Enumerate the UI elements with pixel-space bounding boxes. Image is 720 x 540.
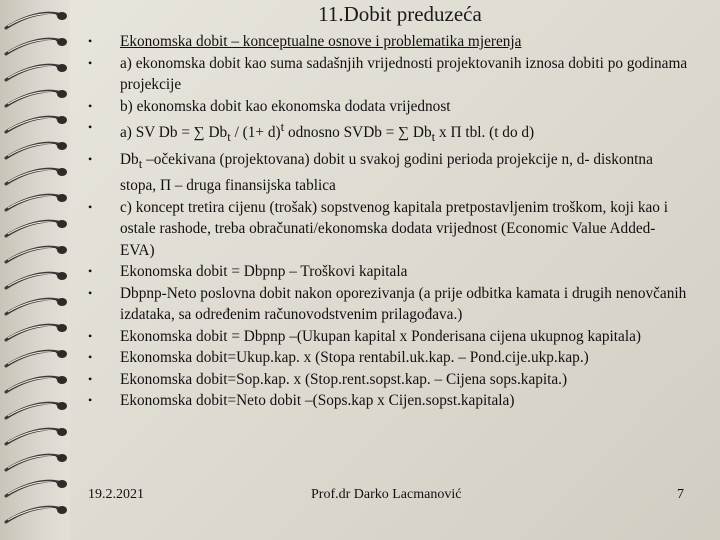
ring-icon bbox=[6, 480, 67, 496]
footer-author: Prof.dr Darko Lacmanović bbox=[311, 487, 462, 502]
definition-prefix: Db bbox=[120, 150, 139, 168]
list-item bbox=[88, 347, 688, 369]
list-item bbox=[88, 96, 688, 118]
bullet-icon: • bbox=[88, 34, 93, 48]
item-text: Ekonomska dobit = Dbpnp –(Ukupan kapital x Ponderisana cijena ukupnog kapitala) bbox=[120, 327, 641, 345]
item-text: Ekonomska dobit=Ukup.kap. x (Stopa rentabil.uk.kap. – Pond.cije.ukp.kap.) bbox=[120, 349, 589, 367]
bullet-icon: • bbox=[88, 120, 93, 134]
bullet-icon: • bbox=[88, 151, 93, 166]
formula-subscript: t bbox=[227, 130, 231, 145]
list-item-formula bbox=[88, 117, 688, 149]
definition-suffix: –očekivana (projektovana) dobit u svakoj godini perioda projekcije n, d- diskontna stopa, Π – druga finansijska tablica bbox=[120, 150, 653, 195]
ring-icon bbox=[6, 506, 67, 522]
list-item bbox=[88, 261, 688, 283]
item-text: a) ekonomska dobit kao suma sadašnjih vrijednosti projektovanih iznosa dobiti po godinama projekcije bbox=[120, 54, 688, 93]
bullet-icon: • bbox=[88, 199, 93, 214]
ring-icon bbox=[6, 324, 67, 340]
formula-prefix: a) SV Db = ∑ Db bbox=[120, 124, 228, 142]
ring-icon bbox=[6, 298, 67, 314]
page-number: 7 bbox=[677, 487, 684, 502]
bullet-icon: • bbox=[88, 371, 93, 386]
ring-icon bbox=[6, 402, 67, 418]
definition-subscript: t bbox=[138, 156, 143, 171]
bullet-icon: • bbox=[88, 264, 93, 279]
list-item bbox=[88, 197, 688, 262]
item-text: Ekonomska dobit – konceptualne osnove i problematika mjerenja bbox=[120, 33, 522, 50]
list-item bbox=[88, 283, 688, 326]
formula-mid: / (1+ d) bbox=[230, 124, 281, 142]
ring-icon bbox=[6, 454, 67, 470]
bullet-icon: • bbox=[88, 328, 93, 343]
ring-icon bbox=[6, 12, 67, 28]
ring-icon bbox=[6, 220, 67, 236]
item-text: Ekonomska dobit=Neto dobit –(Sops.kap x Cijen.sopst.kapitala) bbox=[120, 392, 515, 410]
item-text: Ekonomska dobit=Sop.kap. x (Stop.rent.sopst.kap. – Cijena sops.kapita.) bbox=[120, 370, 568, 388]
list-item bbox=[88, 369, 688, 391]
spiral-binding bbox=[0, 0, 70, 540]
ring-icon bbox=[6, 116, 67, 132]
slide-title: 11.Dobit preduzeća bbox=[318, 2, 482, 26]
item-text: b) ekonomska dobit kao ekonomska dodata vrijednost bbox=[120, 97, 451, 115]
ring-icon bbox=[6, 168, 67, 184]
formula-subscript: t bbox=[431, 130, 436, 145]
item-text: Dbpnp-Neto poslovna dobit nakon oporezivanja (a prije odbitka kamata i drugih nenovčanih izdataka, sa određenim računovodstvenim prilagođava.) bbox=[120, 284, 687, 324]
ring-icon bbox=[6, 350, 67, 366]
ring-icon bbox=[6, 376, 67, 392]
formula-suffix: x Π tbl. (t do d) bbox=[435, 124, 535, 142]
bullet-icon: • bbox=[88, 55, 93, 70]
ring-icon bbox=[6, 90, 67, 106]
ring-icon bbox=[6, 272, 67, 288]
formula-mid2: odnosno SVDb = ∑ Db bbox=[284, 124, 432, 142]
spiral-rings-icon bbox=[0, 0, 70, 540]
ring-icon bbox=[6, 64, 67, 80]
list-item bbox=[88, 390, 688, 412]
formula-superscript: t bbox=[280, 120, 285, 134]
list-item bbox=[88, 31, 688, 53]
footer-date: 19.2.2021 bbox=[88, 487, 144, 502]
ring-icon bbox=[6, 142, 67, 158]
bullet-list bbox=[88, 31, 688, 412]
item-text: Ekonomska dobit = Dbpnp – Troškovi kapitala bbox=[120, 263, 408, 281]
ring-icon bbox=[6, 246, 67, 262]
bullet-icon: • bbox=[88, 285, 93, 300]
bullet-icon: • bbox=[88, 98, 93, 113]
list-item bbox=[88, 53, 688, 96]
ring-icon bbox=[6, 194, 67, 210]
bullet-icon: • bbox=[88, 393, 93, 408]
list-item bbox=[88, 326, 688, 348]
ring-icon bbox=[6, 38, 67, 54]
bullet-icon: • bbox=[88, 350, 93, 365]
list-item-definition bbox=[88, 149, 688, 197]
item-text: c) koncept tretira cijenu (trošak) sopstvenog kapitala pretpostavljenim troškom, koji kao i ostale rashode, treba obračunati/ekonomska dodata vrijednost (Economic Value Added-EVA) bbox=[120, 198, 668, 259]
ring-icon bbox=[6, 428, 67, 444]
